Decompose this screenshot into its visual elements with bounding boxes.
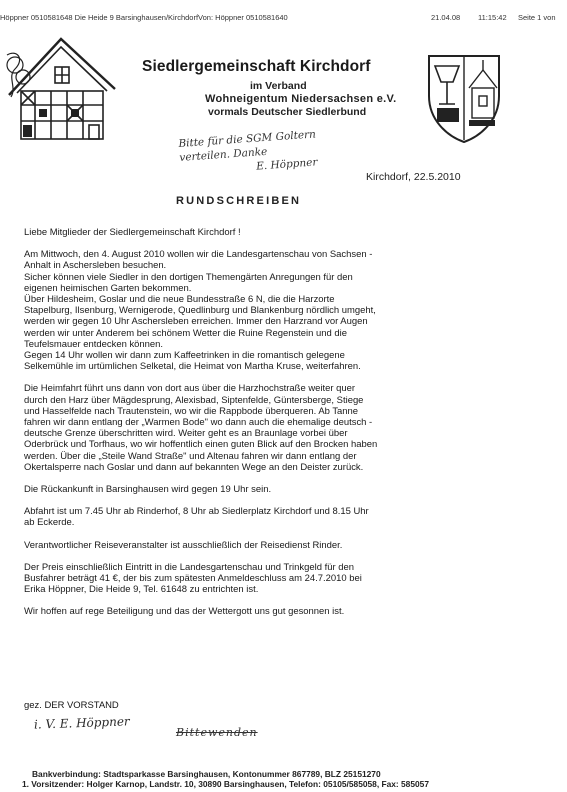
letter-line: und Hasselfelde nach Trautenstein, wo wir die Rappbode überqueren. Ab Tanne bbox=[24, 405, 359, 417]
letter-line: werden wir unter Anderem bei schönem Wetter die Ruine Regenstein und die bbox=[24, 327, 347, 339]
salutation: Liebe Mitglieder der Siedlergemeinschaft Kirchdorf ! bbox=[24, 227, 241, 238]
document-type-heading: RUNDSCHREIBEN bbox=[176, 195, 302, 207]
letter-line: Okertalsperre nach Goslar und dann auf bekannten Wege an den Deister zurück. bbox=[24, 461, 364, 473]
paragraph-gap bbox=[24, 551, 552, 562]
handwritten-note-signature: E. Höppner bbox=[255, 156, 318, 173]
letter-line: Selkemühle im urtümlichen Selketal, die Heimat von Martha Kruse, weiterfahren. bbox=[24, 361, 361, 373]
letter-line: durch den Harz über Mägdesprung, Alexisbad, Siptenfelde, Güntersberge, Stiege bbox=[24, 394, 364, 406]
coat-of-arms-icon bbox=[425, 52, 503, 144]
letter-line: Der Preis einschließlich Eintritt in die Landesgartenschau und Trinkgeld für den bbox=[24, 561, 354, 573]
letter-line: Oderbrück und Torfhaus, wo wir hoffentlich einen guten Blick auf den Brocken haben bbox=[24, 439, 378, 451]
paragraph-gap bbox=[24, 595, 552, 606]
letter-paragraphs bbox=[24, 249, 552, 617]
handwritten-note-line-2: verteilen. Danke bbox=[179, 145, 268, 164]
letter-line: Abfahrt ist um 7.45 Uhr ab Rinderhof, 8 Uhr ab Siedlerplatz Kirchdorf und 8.15 Uhr bbox=[24, 506, 369, 518]
house-logo-icon bbox=[3, 25, 121, 143]
letter-line: Gegen 14 Uhr wollen wir dann zum Kaffeetrinken in die romantisch gelegene bbox=[24, 350, 345, 362]
paragraph-gap bbox=[24, 473, 552, 484]
closing-line: gez. DER VORSTAND bbox=[24, 700, 119, 711]
handwritten-note bbox=[178, 123, 380, 179]
paragraph-gap bbox=[24, 529, 552, 540]
letter-line: Busfahrer beträgt 41 €, der bis zum spätesten Anmeldeschluss am 24.7.2010 bei bbox=[24, 573, 362, 585]
letter-body bbox=[24, 227, 552, 618]
paragraph-gap bbox=[24, 495, 552, 506]
fax-sender-line: Höppner 0510581648 Die Heide 9 Barsinghausen/KirchdorfVon: Höppner 0510581640 bbox=[0, 13, 288, 22]
fax-page-indicator: Seite 1 von bbox=[518, 13, 556, 22]
letter-line: Die Rückankunft in Barsinghausen wird gegen 19 Uhr sein. bbox=[24, 484, 272, 496]
signature-block bbox=[24, 700, 552, 752]
fax-date: 21.04.08 bbox=[431, 13, 461, 22]
chairman-contact: 1. Vorsitzender: Holger Karnop, Landstr. 10, 30890 Barsinghausen, Telefon: 05105/585058, Fax: 585057 bbox=[22, 779, 429, 789]
bank-details: Bankverbindung: Stadtsparkasse Barsinghausen, Kontonummer 867789, BLZ 25151270 bbox=[32, 769, 381, 779]
organization-umbrella: Wohneigentum Niedersachsen e.V. bbox=[205, 93, 397, 105]
fax-transmission-header bbox=[0, 13, 567, 24]
letter-line: Die Heimfahrt führt uns dann von dort aus über die Harzhochstraße weiter quer bbox=[24, 383, 356, 395]
letter-line: eigenen heimischen Garten bekommen. bbox=[24, 282, 192, 294]
letter-line: Über Hildesheim, Goslar und die neue Bundesstraße 6 N, die die Harzorte bbox=[24, 294, 335, 306]
letter-line: ab Eckerde. bbox=[24, 517, 75, 529]
letter-line: fahren wir dann entlang der „Warmen Bode" wo dann auch die ehemalige deutsch - bbox=[24, 417, 373, 429]
place-and-date: Kirchdorf, 22.5.2010 bbox=[366, 171, 461, 183]
letter-line: Anhalt in Aschersleben besuchen. bbox=[24, 260, 167, 272]
signature-bitte-wenden: Bittewenden bbox=[176, 726, 258, 739]
letter-line: Teufelsmauer entdecken können. bbox=[24, 338, 164, 350]
organization-former-name: vormals Deutscher Siedlerbund bbox=[208, 106, 367, 118]
letter-line: Sicher können viele Siedler in den dortigen Themengärten Anregungen für den bbox=[24, 271, 353, 283]
letter-line: Verantwortlicher Reiseveranstalter ist ausschließlich der Reisedienst Rinder. bbox=[24, 539, 343, 551]
organization-name: Siedlergemeinschaft Kirchdorf bbox=[142, 58, 371, 75]
letter-line: Am Mittwoch, den 4. August 2010 wollen wir die Landesgartenschau von Sachsen - bbox=[24, 249, 373, 261]
letter-line: Erika Höppner, Die Heide 9, Tel. 61648 zu entrichten ist. bbox=[24, 584, 259, 596]
letter-line: werden. Über die „Steile Wand Straße" und Altenau fahren wir dann entlang der bbox=[24, 450, 357, 462]
letter-line: werden wir gegen 10 Uhr Aschersleben erreichen. Immer den Harzrand vor Augen bbox=[24, 316, 368, 328]
paragraph-gap bbox=[24, 372, 552, 383]
letter-line: Wir hoffen auf rege Beteiligung und das der Wettergott uns gut gesonnen ist. bbox=[24, 606, 345, 618]
fax-time: 11:15:42 bbox=[478, 13, 507, 22]
letter-line: deutsche Grenze überschritten wird. Weiter geht es an Braunlage vorbei über bbox=[24, 428, 348, 440]
signature-hoeppner: i. V. E. Höppner bbox=[33, 714, 130, 732]
handwritten-note-line-1: Bitte für die SGM Goltern bbox=[178, 128, 317, 150]
organization-affiliation-label: im Verband bbox=[250, 80, 307, 92]
letter-line: Stapelburg, Ilsenburg, Wernigerode, Quedlinburg und Blankenburg nördlich umgeht, bbox=[24, 305, 376, 317]
